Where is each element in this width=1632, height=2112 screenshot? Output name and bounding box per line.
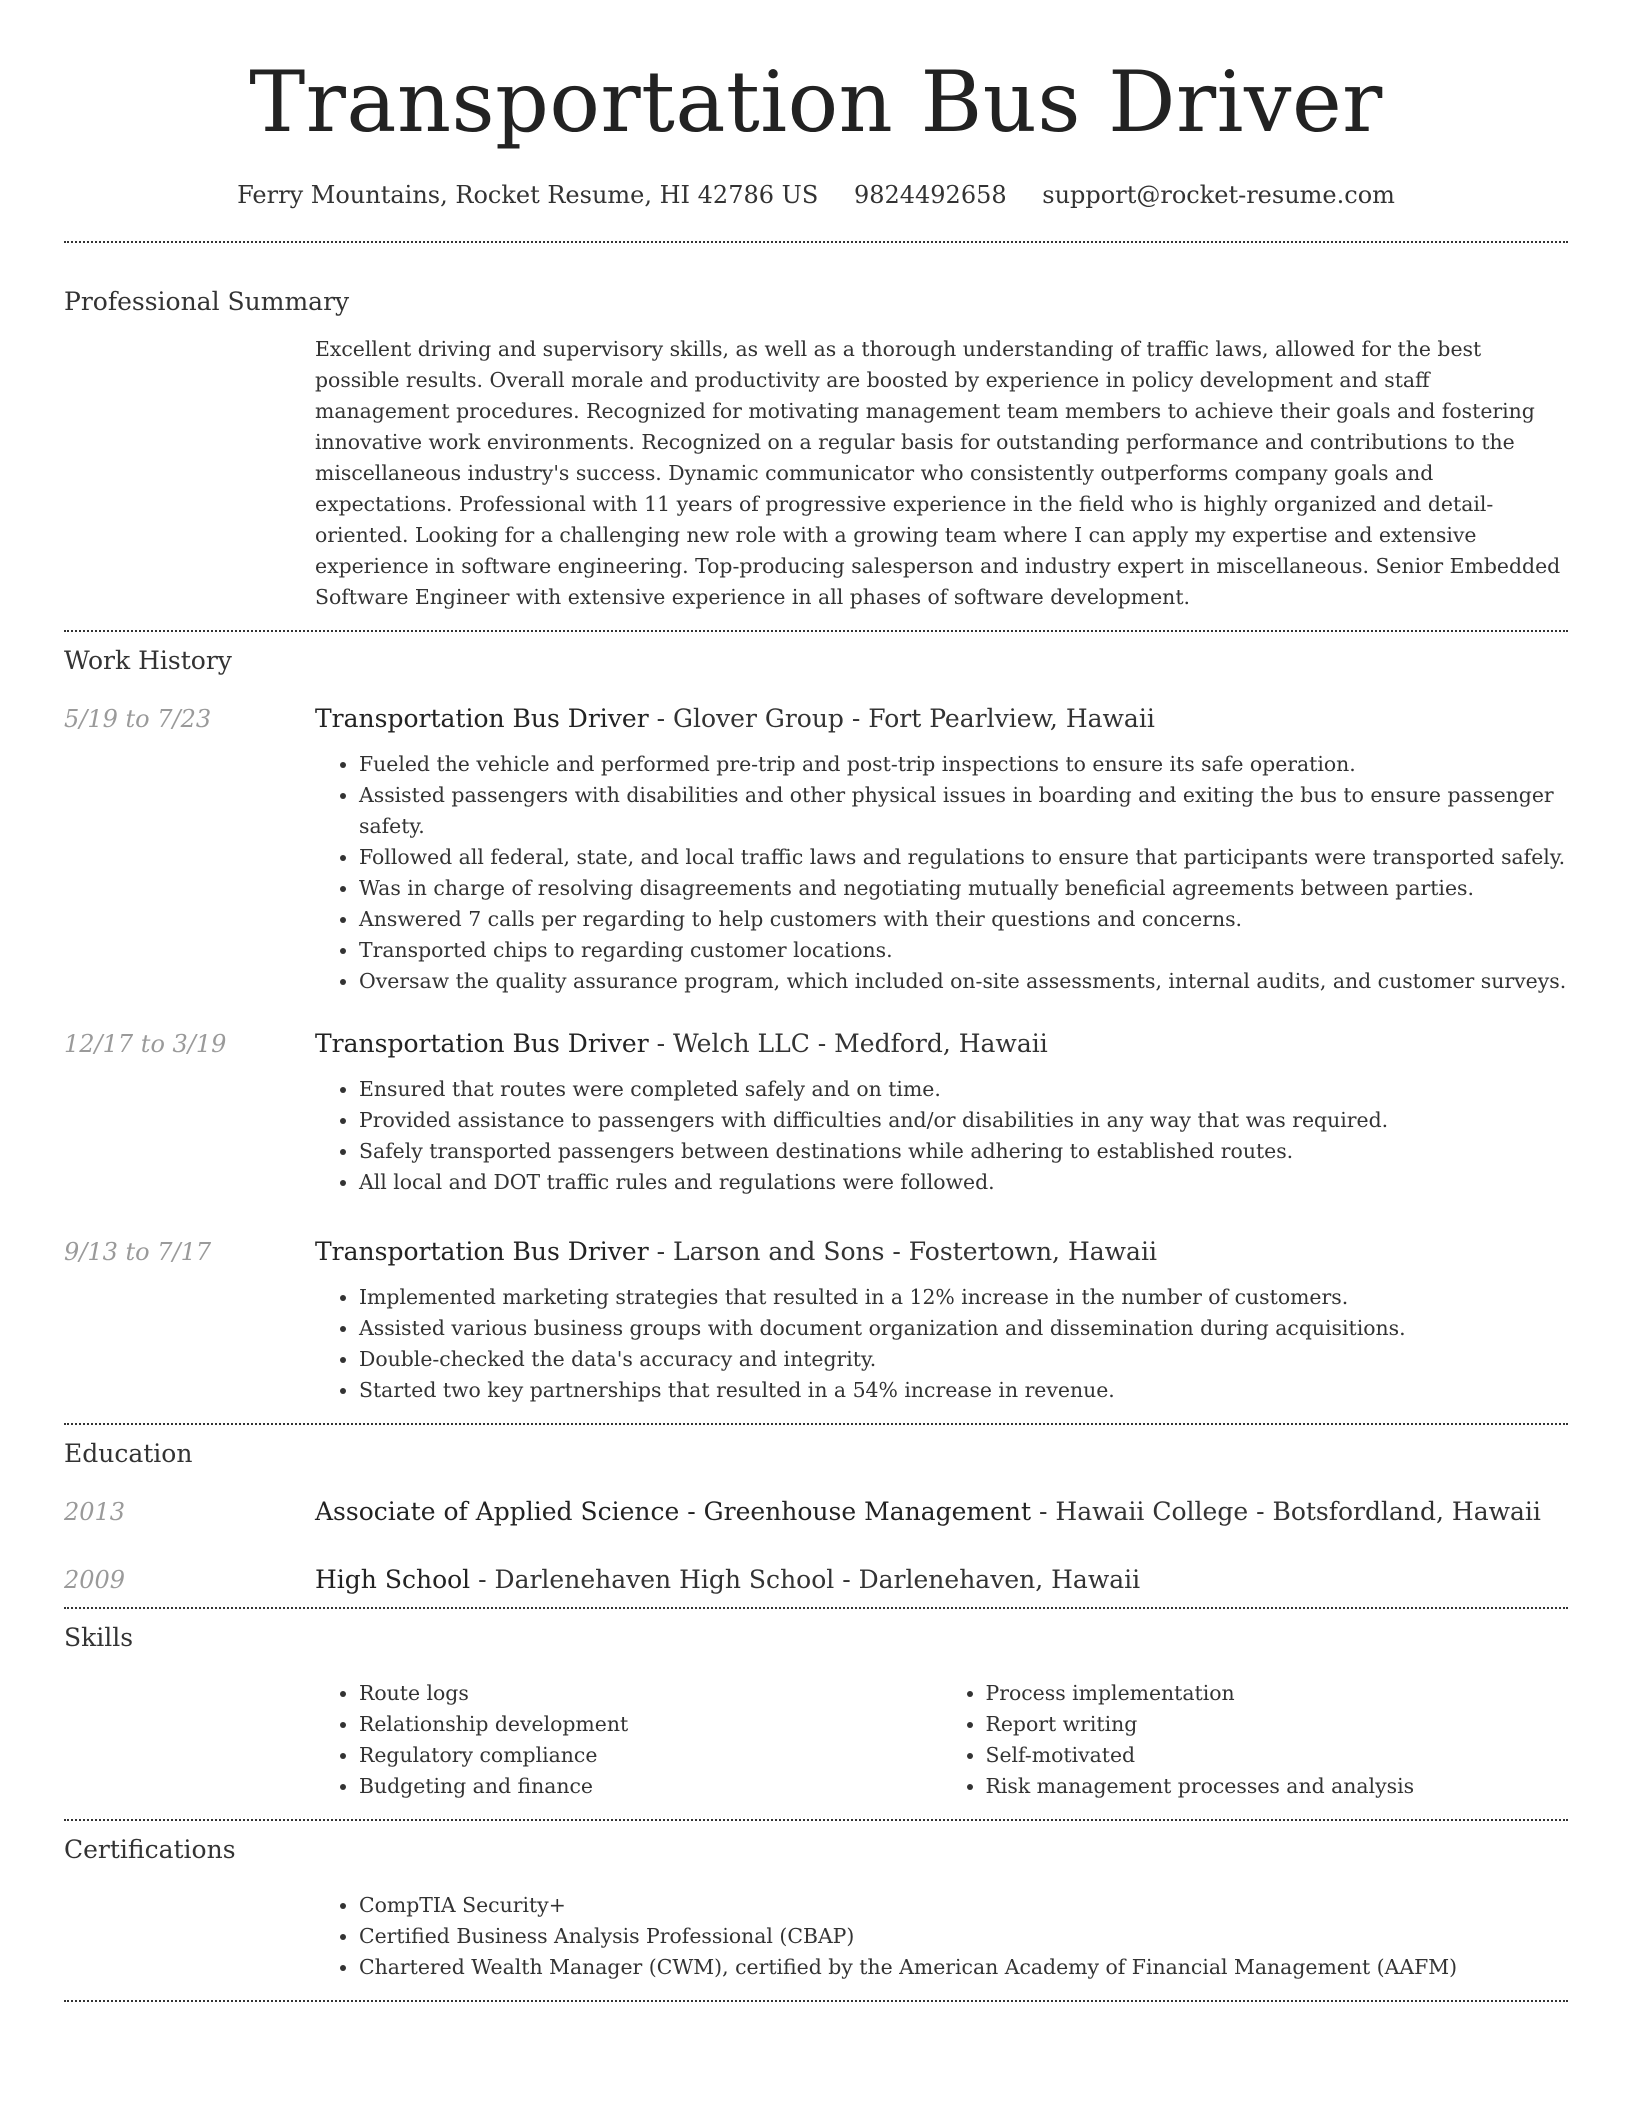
education-section [64, 1436, 1568, 1598]
job-dates: 9/13 to 7/17 [64, 1238, 212, 1266]
education-degree: High School [315, 1565, 471, 1594]
work-section [64, 643, 1568, 1406]
section-title-skills: Skills [64, 1623, 134, 1652]
job-details: - Larson and Sons - Fostertown, Hawaii [648, 1237, 1157, 1266]
list-item: • Risk management processes and analysis [986, 1771, 1569, 1802]
job-role: Transportation Bus Driver [315, 1237, 649, 1266]
job-details: - Welch LLC - Medford, Hawaii [648, 1029, 1048, 1058]
job-role: Transportation Bus Driver [315, 1029, 649, 1058]
list-item: • Process implementation [986, 1678, 1569, 1709]
list-item: • All local and DOT traffic rules and regulations were followed. [359, 1167, 1568, 1198]
list-item: • Was in charge of resolving disagreements and negotiating mutually beneficial agreements between parties. [359, 873, 1568, 904]
education-year: 2013 [64, 1498, 126, 1526]
list-item: • Ensured that routes were completed safely and on time. [359, 1074, 1568, 1105]
education-title [315, 1562, 1140, 1598]
education-details: - Hawaii College - Botsfordland, Hawaii [1031, 1497, 1541, 1526]
skills-list-right [942, 1678, 1569, 1802]
list-item: • Oversaw the quality assurance program, which included on-site assessments, internal audits, and customer surveys. [359, 966, 1568, 997]
candidate-name: Transportation Bus Driver [249, 53, 1383, 151]
list-item: • Fueled the vehicle and performed pre-trip and post-trip inspections to ensure its safe operation. [359, 749, 1568, 780]
job-role: Transportation Bus Driver [315, 704, 649, 733]
certifications-section [64, 1832, 1568, 1983]
summary-section [64, 284, 1568, 613]
section-title-certifications: Certifications [64, 1835, 236, 1864]
job-dates: 12/17 to 3/19 [64, 1030, 227, 1058]
list-item: • Relationship development [359, 1709, 942, 1740]
contact-line [64, 178, 1568, 212]
education-degree: Associate of Applied Science - Greenhouse Management [315, 1497, 1032, 1526]
phone: 9824492658 [853, 181, 1007, 209]
divider [64, 630, 1568, 632]
list-item: • Implemented marketing strategies that resulted in a 12% increase in the number of customers. [359, 1282, 1568, 1313]
list-item: • Certified Business Analysis Professional (CBAP) [359, 1921, 1568, 1952]
job-bullets [315, 749, 1568, 997]
job-bullets [315, 1074, 1568, 1198]
education-title [315, 1494, 1541, 1530]
education-details: - Darlenehaven High School - Darlenehaven, Hawaii [470, 1565, 1141, 1594]
list-item: • Route logs [359, 1678, 942, 1709]
list-item: • Regulatory compliance [359, 1740, 942, 1771]
divider [64, 1819, 1568, 1821]
list-item: • Report writing [986, 1709, 1569, 1740]
list-item: • Budgeting and finance [359, 1771, 942, 1802]
job-entry [64, 1026, 1568, 1198]
divider [64, 1423, 1568, 1425]
education-year: 2009 [64, 1566, 126, 1594]
section-title-education: Education [64, 1439, 193, 1468]
list-item: • Followed all federal, state, and local traffic laws and regulations to ensure that participants were transported safely. [359, 842, 1568, 873]
list-item: • Double-checked the data's accuracy and integrity. [359, 1344, 1568, 1375]
divider [64, 1607, 1568, 1609]
list-item: • CompTIA Security+ [359, 1890, 1568, 1921]
education-entry [64, 1562, 1568, 1598]
list-item: • Self-motivated [986, 1740, 1569, 1771]
summary-text: Excellent driving and supervisory skills, as well as a thorough understanding of traffic laws, allowed for the best possible results. Overall morale and productivity are boosted by experience in policy development and staff management procedures. Recognized for motivating management team members to achieve their goals and fostering innovative work environments. Recognized on a regular basis for outstanding performance and contributions to the miscellaneous industry's success. Dynamic communicator who consistently outperforms company goals and expectations. Professional with 11 years of progressive experience in the field who is highly organized and detail-oriented. Looking for a challenging new role with a growing team where I can apply my expertise and extensive experience in software engineering. Top-producing salesperson and industry expert in miscellaneous. Senior Embedded Software Engineer with extensive experience in all phases of software development. [315, 337, 1561, 609]
skills-section [64, 1620, 1568, 1802]
list-item: • Answered 7 calls per regarding to help customers with their questions and concerns. [359, 904, 1568, 935]
list-item: • Assisted passengers with disabilities and other physical issues in boarding and exiting the bus to ensure passenger safety. [359, 780, 1568, 842]
skills-list-left [315, 1678, 942, 1802]
job-bullets [315, 1282, 1568, 1406]
divider [64, 2000, 1568, 2002]
job-dates: 5/19 to 7/23 [64, 705, 212, 733]
list-item: • Assisted various business groups with document organization and dissemination during acquisitions. [359, 1313, 1568, 1344]
address: Ferry Mountains, Rocket Resume, HI 42786 US [237, 181, 819, 209]
list-item: • Transported chips to regarding customer locations. [359, 935, 1568, 966]
education-entry [64, 1494, 1568, 1530]
divider [64, 241, 1568, 243]
job-entry [64, 701, 1568, 997]
section-title-work: Work History [64, 646, 232, 675]
resume-page [64, 0, 1568, 2002]
job-details: - Glover Group - Fort Pearlview, Hawaii [648, 704, 1155, 733]
job-title [315, 1026, 1048, 1062]
job-title [315, 1234, 1157, 1270]
list-item: • Started two key partnerships that resulted in a 54% increase in revenue. [359, 1375, 1568, 1406]
job-entry [64, 1234, 1568, 1406]
list-item: • Chartered Wealth Manager (CWM), certified by the American Academy of Financial Management (AAFM) [359, 1952, 1568, 1983]
list-item: • Provided assistance to passengers with difficulties and/or disabilities in any way that was required. [359, 1105, 1568, 1136]
job-title [315, 701, 1155, 737]
section-title-summary: Professional Summary [64, 287, 350, 316]
email: support@rocket-resume.com [1042, 181, 1395, 209]
list-item: • Safely transported passengers between destinations while adhering to established routes. [359, 1136, 1568, 1167]
certifications-list [315, 1890, 1568, 1983]
